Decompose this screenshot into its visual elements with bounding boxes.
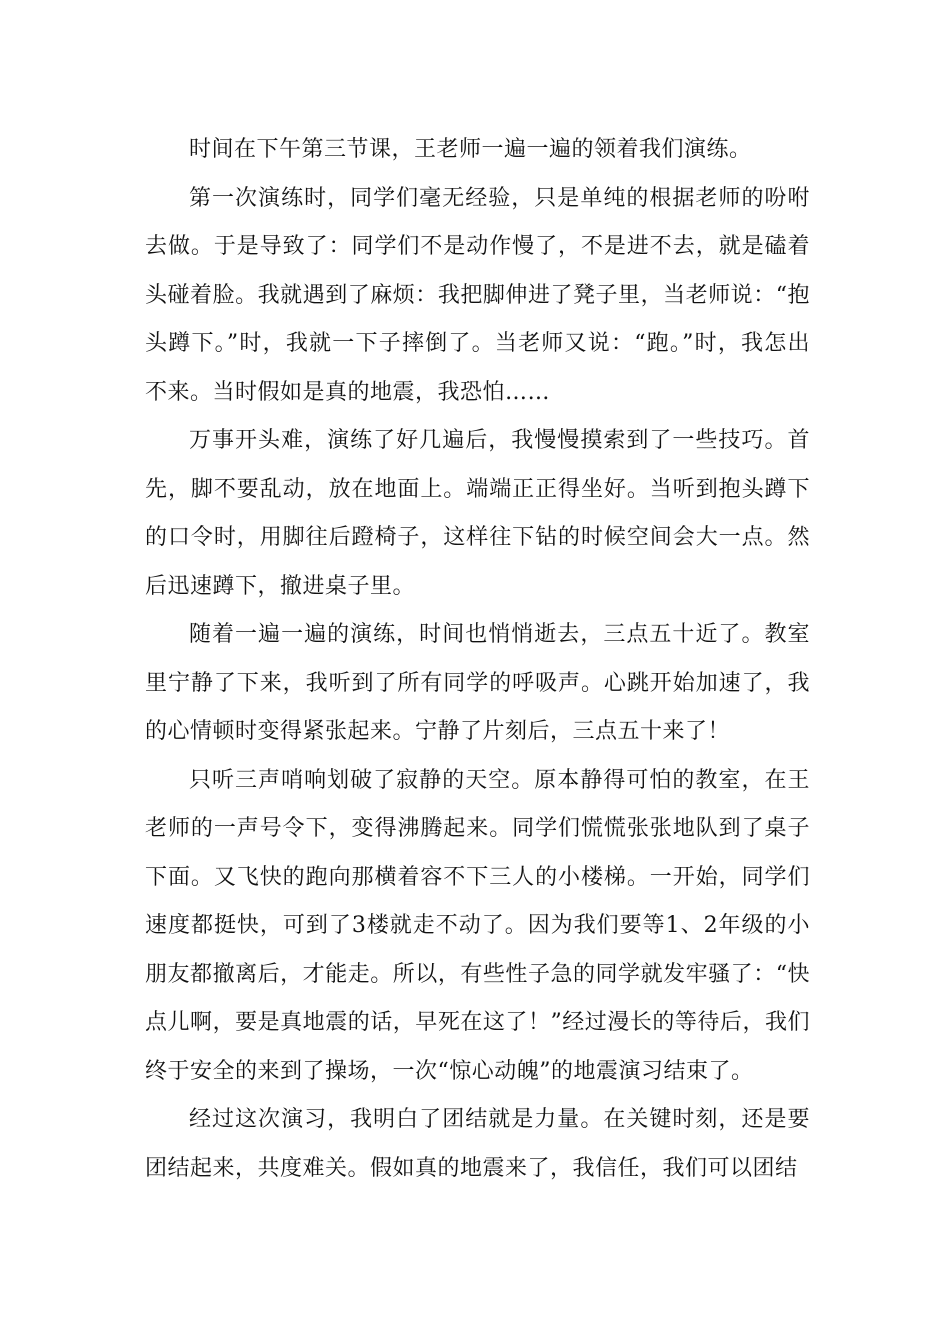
paragraph-6: 经过这次演习，我明白了团结就是力量。在关键时刻，还是要团结起来，共度难关。假如真的地震来了，我信任，我们可以团结 (145, 1107, 810, 1181)
paragraph-5: 只听三声哨响划破了寂静的天空。原本静得可怕的教室，在王老师的一声号令下，变得沸腾起来。同学们慌慌张张地队到了桌子下面。又飞快的跑向那横着容不下三人的小楼梯。一开始，同学们速度都挺快，可到了3楼就走不动了。因为我们要等1、2年级的小朋友都撤离后，才能走。所以，有些性子急的同学就发牢骚了：“快点儿啊，要是真地震的话，早死在这了！”经过漫长的等待后，我们终于安全的来到了操场，一次“惊心动魄”的地震演习结束了。 (145, 767, 810, 1084)
document-body (145, 126, 810, 1193)
paragraph-3: 万事开头难，演练了好几遍后，我慢慢摸索到了一些技巧。首先，脚不要乱动，放在地面上。端端正正得坐好。当听到抱头蹲下的口令时，用脚往后蹬椅子，这样往下钻的时候空间会大一点。然后迅速蹲下，撤进桌子里。 (145, 428, 810, 599)
paragraph-2: 第一次演练时，同学们毫无经验，只是单纯的根据老师的吩咐去做。于是导致了：同学们不是动作慢了，不是进不去，就是磕着头碰着脸。我就遇到了麻烦：我把脚伸进了凳子里，当老师说：“抱头蹲下。”时，我就一下子摔倒了。当老师又说：“跑。”时，我怎出不来。当时假如是真的地震，我恐怕…… (145, 185, 810, 405)
paragraph-4: 随着一遍一遍的演练，时间也悄悄逝去，三点五十近了。教室里宁静了下来，我听到了所有同学的呼吸声。心跳开始加速了，我的心情顿时变得紧张起来。宁静了片刻后，三点五十来了！ (145, 622, 810, 744)
paragraph-1: 时间在下午第三节课，王老师一遍一遍的领着我们演练。 (189, 137, 752, 162)
